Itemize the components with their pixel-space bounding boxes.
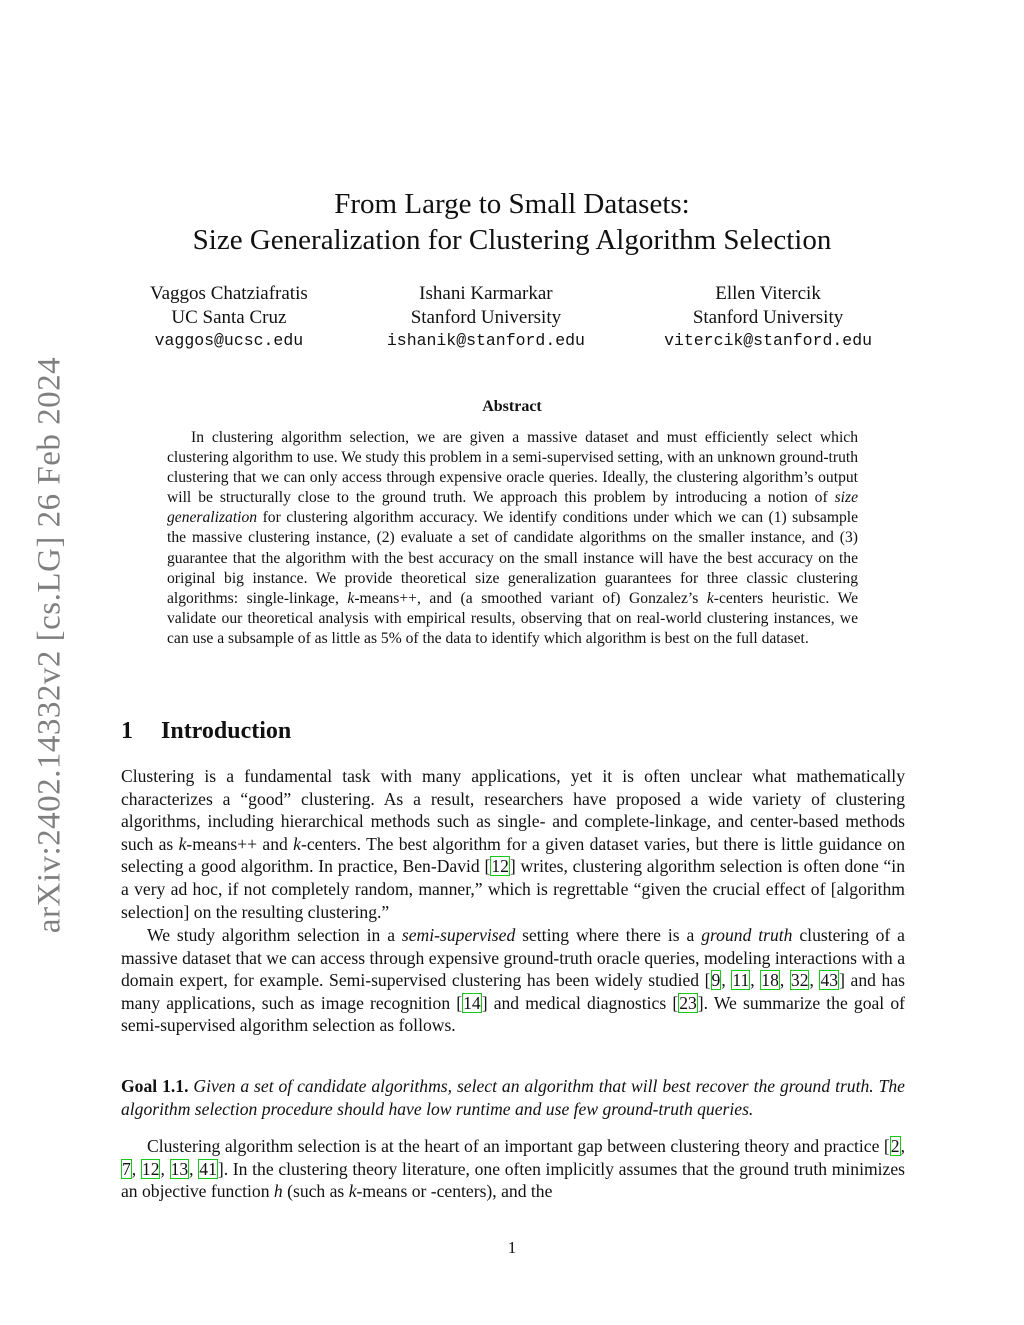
author-affiliation: UC Santa Cruz [171,306,287,328]
goal-text: Given a set of candidate algorithms, select an algorithm that will best recover the ground truth. The algorithm selection procedure should have low runtime and use few ground-truth queries. [121,1076,905,1119]
title-line-2: Size Generalization for Clustering Algorithm Selection [192,224,832,256]
intro-paragraph-4: Clustering algorithm selection is at the heart of an important gap between clustering theory and practice [2, 7, 12, 13, 41]. In the clustering theory literature, one often implicitly assumes that the ground truth minimizes an objective function h (such as k-means or -centers), and the [121,1136,906,1202]
citation-link[interactable]: 12 [141,1158,160,1179]
citation-link[interactable]: 7 [122,1158,131,1179]
section-heading-introduction [121,718,291,745]
citation-link[interactable]: 23 [679,992,697,1013]
author-2 [387,282,585,353]
page-number: 1 [507,1238,517,1257]
section-number: 1 [121,718,133,744]
citation-link[interactable]: 9 [711,970,721,991]
author-email: vaggos@ucsc.edu [154,331,304,350]
author-email: vitercik@stanford.edu [664,331,872,350]
section-title: Introduction [161,718,292,744]
author-name: Vaggos Chatziafratis [150,283,308,304]
intro-paragraph-1: Clustering is a fundamental task with many applications, yet it is often unclear what mathematically characterizes a “good” clustering. As a result, researchers have proposed a wide variety of clustering algorithms, including hierarchical methods such as single- and complete-linkage, and center-based methods such as k-means++ and k-centers. The best algorithm for a given dataset varies, but there is little guidance on selecting a good algorithm. In practice, Ben-David [12] writes, clustering algorithm selection is often done “in a very ad hoc, if not completely random, manner,” which is regrettable “given the crucial effect of [algorithm selection] on the resulting clustering.” [121,766,906,922]
author-3 [664,282,872,353]
author-name: Ellen Vitercik [715,283,821,304]
author-affiliation: Stanford University [410,306,562,328]
citation-link[interactable]: 43 [820,970,839,991]
author-affiliation: Stanford University [692,306,844,328]
author-name: Ishani Karmarkar [419,283,553,304]
abstract-heading: Abstract [482,398,542,415]
citation-link[interactable]: 2 [890,1136,900,1156]
citation-link[interactable]: 12 [491,856,509,877]
author-1 [150,282,308,353]
citation-link[interactable]: 13 [170,1158,189,1179]
arxiv-stamp: arXiv:2402.14332v2 [cs.LG] 26 Feb 2024 [31,356,68,934]
citation-link[interactable]: 11 [732,970,750,991]
paper-title [0,186,1024,258]
intro-paragraph-2: We study algorithm selection in a semi-supervised setting where there is a ground truth clustering of a massive dataset that we can access through expensive ground-truth oracle queries, modeling interactions with a domain expert, for example. Semi-supervised clustering has been widely studied [9, 11, 18, 32, 43] and has many applications, such as image recognition [14] and medical diagnostics [23]. We summarize the goal of semi-supervised algorithm selection as follows. [121,925,905,1036]
author-block [150,282,872,353]
abstract-text: In clustering algorithm selection, we are given a massive dataset and must efficiently select which clustering algorithm to use. We study this problem in a semi-supervised setting, with an unknown ground-truth clustering that we can only access through expensive oracle queries. Ideally, the clustering algorithm’s output will be structurally close to the ground truth. We approach this problem by introducing a notion of size generalization for clustering algorithm accuracy. We identify conditions under which we can (1) subsample the massive clustering instance, (2) evaluate a set of candidate algorithms on the smaller instance, and (3) guarantee that the algorithm with the best accuracy on the small instance will have the best accuracy on the original big instance. We provide theoretical size generalization guarantees for three classic clustering algorithms: single-linkage, k-means++, and (a smoothed variant of) Gonzalez’s k-centers heuristic. We validate our theoretical analysis with empirical results, observing that on real-world clustering instances, we can use a subsample of as little as 5% of the data to identify which algorithm is best on the full dataset. [167,429,858,647]
goal-statement [121,1075,905,1120]
title-line-1: From Large to Small Datasets: [334,188,690,220]
author-email: ishanik@stanford.edu [386,331,585,350]
citation-link[interactable]: 41 [199,1158,217,1179]
citation-link[interactable]: 32 [790,970,809,991]
goal-label: Goal 1.1. [121,1076,189,1096]
citation-link[interactable]: 18 [761,970,779,991]
citation-link[interactable]: 14 [463,992,481,1013]
